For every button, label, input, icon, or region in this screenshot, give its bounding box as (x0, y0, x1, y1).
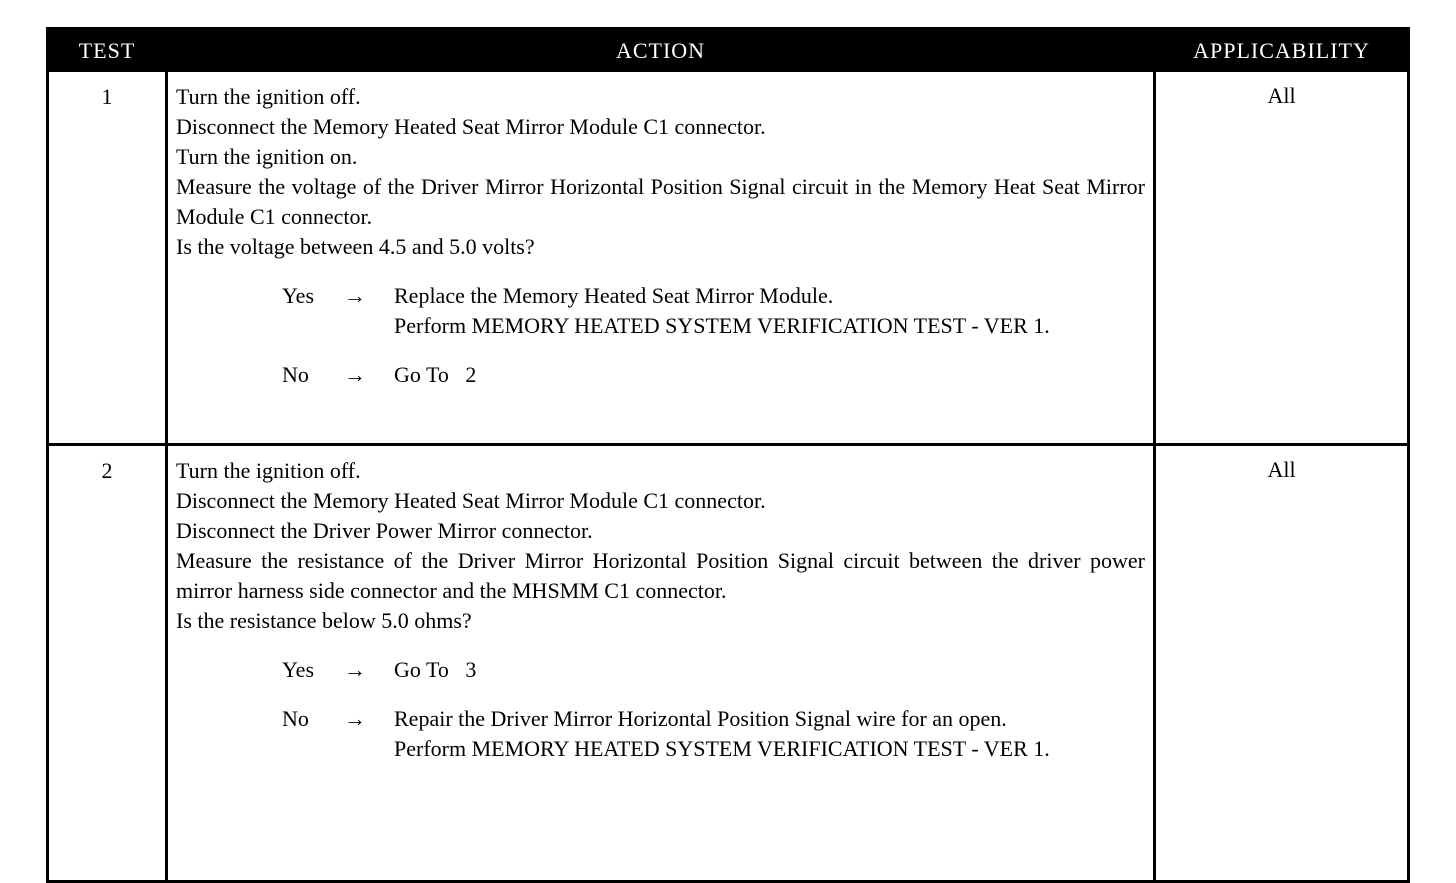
table-header-row (48, 29, 1409, 71)
arrow-right-icon: → (344, 657, 366, 682)
header-applicability: APPLICABILITY (1155, 29, 1409, 71)
applicability-value: All (1155, 445, 1409, 882)
yes-branch (282, 281, 1145, 341)
table-row (48, 445, 1409, 882)
result-line: Go To 2 (394, 362, 477, 387)
no-label: No (282, 706, 309, 731)
result-line: Repair the Driver Mirror Horizontal Position Signal wire for an open. (394, 706, 1007, 731)
step-list (176, 82, 1145, 262)
yes-label: Yes (282, 657, 315, 682)
header-test: TEST (48, 29, 167, 71)
answer-branches (176, 655, 1145, 764)
step-text: Disconnect the Memory Heated Seat Mirror Module C1 connector. (176, 488, 766, 513)
header-action: ACTION (167, 29, 1155, 71)
no-branch (282, 704, 1145, 764)
test-number: 1 (48, 71, 167, 445)
result-line: Perform MEMORY HEATED SYSTEM VERIFICATION TEST - VER 1. (394, 313, 1050, 338)
result-line: Go To 3 (394, 657, 477, 682)
arrow-right-icon: → (344, 362, 366, 387)
no-result (394, 360, 1145, 390)
question-text: Is the voltage between 4.5 and 5.0 volts? (176, 234, 535, 259)
yes-label: Yes (282, 283, 315, 308)
yes-branch (282, 655, 1145, 685)
table-row (48, 71, 1409, 445)
no-label: No (282, 362, 309, 387)
action-cell (167, 445, 1155, 882)
question-text: Is the resistance below 5.0 ohms? (176, 608, 472, 633)
arrow-right-icon: → (344, 283, 366, 308)
step-text: Measure the resistance of the Driver Mirror Horizontal Position Signal circuit between the driver power mirror harness side connector and the MHSMM C1 connector. (176, 548, 1145, 603)
step-list (176, 456, 1145, 636)
no-result (394, 704, 1145, 764)
diagnostic-test-table (46, 27, 1410, 883)
result-line: Replace the Memory Heated Seat Mirror Module. (394, 283, 834, 308)
yes-result (394, 655, 1145, 685)
step-text: Disconnect the Memory Heated Seat Mirror Module C1 connector. (176, 114, 766, 139)
applicability-value: All (1155, 71, 1409, 445)
test-number: 2 (48, 445, 167, 882)
step-text: Disconnect the Driver Power Mirror connector. (176, 518, 593, 543)
step-text: Turn the ignition on. (176, 144, 358, 169)
step-text: Measure the voltage of the Driver Mirror Horizontal Position Signal circuit in the Memory Heat Seat Mirror Module C1 connector. (176, 174, 1145, 229)
arrow-right-icon: → (344, 706, 366, 731)
result-line: Perform MEMORY HEATED SYSTEM VERIFICATION TEST - VER 1. (394, 736, 1050, 761)
step-text: Turn the ignition off. (176, 84, 361, 109)
no-branch (282, 360, 1145, 390)
step-text: Turn the ignition off. (176, 458, 361, 483)
action-cell (167, 71, 1155, 445)
answer-branches (176, 281, 1145, 390)
yes-result (394, 281, 1145, 341)
